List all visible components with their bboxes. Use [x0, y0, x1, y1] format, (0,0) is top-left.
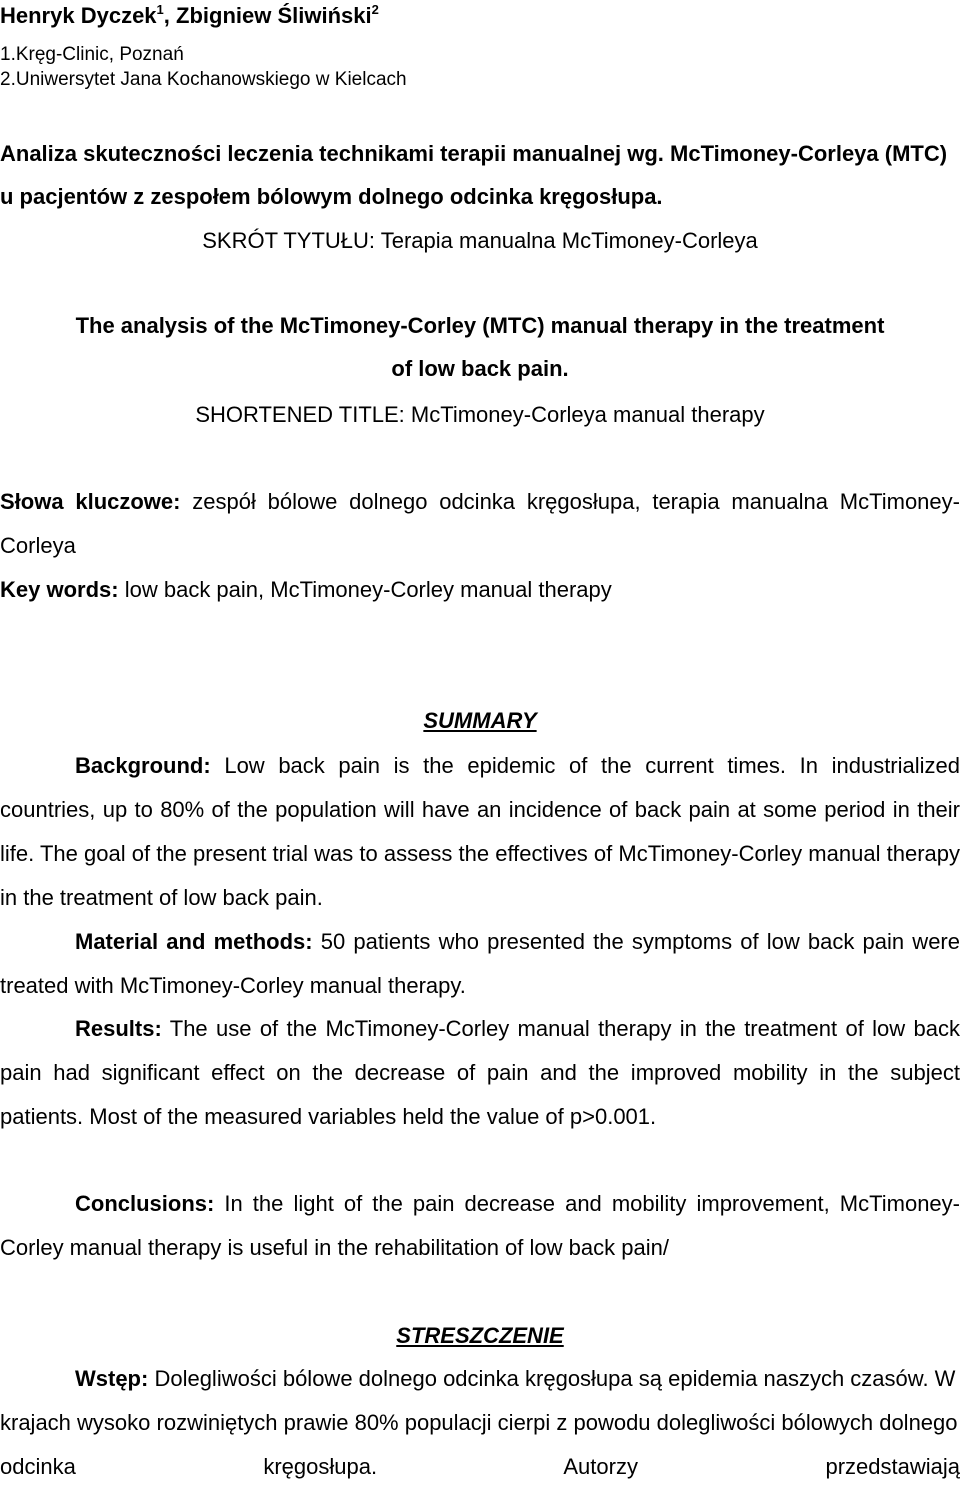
title-polish: Analiza skuteczności leczenia technikami terapii manualnej wg. McTimoney-Corleya (MTC) u pacjentów z zespołem bólowym dolnego odcinka kręgosłupa.: [0, 141, 948, 209]
short-title-english: SHORTENED TITLE: McTimoney-Corleya manual therapy: [195, 402, 765, 427]
conclusions-label: Conclusions:: [75, 1191, 215, 1216]
background-text: Low back pain is the epidemic of the current times. In industrialized countries, up to 80% of the population will have an incidence of back pain at some period in their life. The goal of the present trial was to assess the effectives of McTimoney-Corley manual therapy in the treatment of low back pain.: [0, 753, 960, 910]
methods-text: 50 patients who presented the symptoms of low back pain were treated with McTimoney-Corley manual therapy.: [0, 929, 960, 998]
author-2: Zbigniew Śliwiński: [176, 3, 372, 28]
wstep-text: Dolegliwości bólowe dolnego odcinka kręgosłupa są epidemia naszych czasów. W krajach wysoko rozwiniętych prawie 80% populacji cierpi z powodu dolegliwości bólowych dolnego odcinka kręgosłupa. Autorzy przedstawiają: [0, 1366, 960, 1479]
keywords-english: [0, 568, 960, 612]
short-title-polish: SKRÓT TYTUŁU: Terapia manualna McTimoney-Corleya: [202, 228, 758, 253]
results-text: The use of the McTimoney-Corley manual therapy in the treatment of low back pain had significant effect on the decrease of pain and the improved mobility in the subject patients. Most of the measured variables held the value of p>0.001.: [0, 1016, 960, 1129]
summary-conclusions: [0, 1182, 960, 1270]
background-label: Background:: [75, 753, 211, 778]
methods-label: Material and methods:: [75, 929, 313, 954]
wstep-label: Wstęp:: [75, 1366, 149, 1391]
author-1-affiliation: 1: [156, 2, 164, 17]
summary-results: [0, 1007, 960, 1139]
keywords-polish-label: Słowa kluczowe:: [0, 489, 181, 514]
author-line: [0, 2, 379, 29]
streszczenie-wstep: [0, 1357, 960, 1489]
keywords-english-text: low back pain, McTimoney-Corley manual therapy: [124, 577, 612, 602]
title-english-line-1: The analysis of the McTimoney-Corley (MTC) manual therapy in the treatment: [75, 313, 885, 338]
author-separator: ,: [163, 3, 177, 28]
author-2-affiliation: 2: [371, 2, 379, 17]
affiliation-2: 2.Uniwersytet Jana Kochanowskiego w Kielcach: [0, 69, 407, 90]
conclusions-text: In the light of the pain decrease and mobility improvement, McTimoney-Corley manual therapy is useful in the rehabilitation of low back pain/: [0, 1191, 960, 1260]
author-1: Henryk Dyczek: [0, 3, 157, 28]
title-english-line-2: of low back pain.: [391, 356, 569, 381]
results-label: Results:: [75, 1016, 162, 1041]
summary-background: [0, 744, 960, 920]
summary-methods: [0, 920, 960, 1008]
affiliation-1: 1.Kręg-Clinic, Poznań: [0, 44, 184, 65]
keywords-english-label: Key words:: [0, 577, 119, 602]
summary-heading: SUMMARY: [423, 708, 537, 733]
keywords-polish: [0, 480, 960, 568]
streszczenie-heading: STRESZCZENIE: [396, 1323, 564, 1348]
keywords-polish-text: zespół bólowe dolnego odcinka kręgosłupa, terapia manualna McTimoney-Corleya: [0, 489, 960, 558]
